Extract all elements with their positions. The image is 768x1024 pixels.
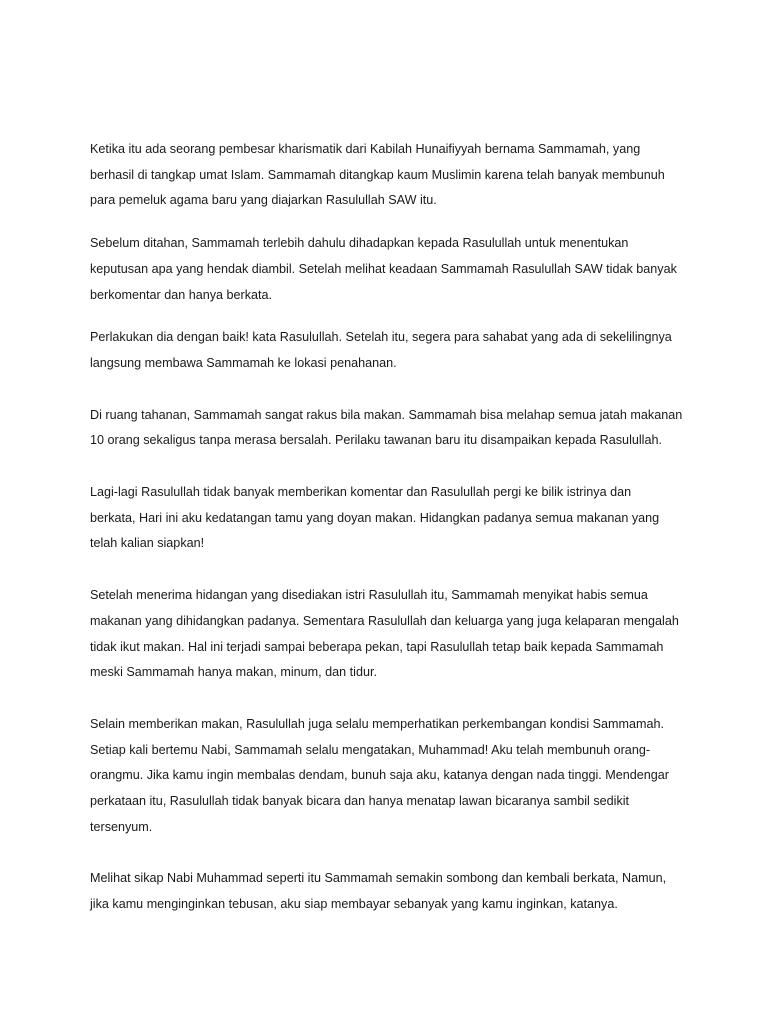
text-line: Ketika itu ada seorang pembesar kharismatik dari Kabilah Hunaifiyyah bernama Sammamah, yang xyxy=(90,142,641,156)
paragraph-spacer xyxy=(90,308,690,325)
text-line: para pemeluk agama baru yang diajarkan Rasulullah SAW itu. xyxy=(90,193,437,208)
paragraph-3 xyxy=(90,325,690,376)
text-line: berhasil di tangkap umat Islam. Sammamah ditangkap kaum Muslimin karena telah banyak membunuh xyxy=(90,167,665,182)
text-line: Melihat sikap Nabi Muhammad seperti itu Sammamah semakin sombong dan kembali berkata, Namun, xyxy=(90,871,667,886)
paragraph-spacer xyxy=(90,557,690,583)
paragraph-8 xyxy=(90,866,690,917)
text-line: 10 orang sekaligus tanpa merasa bersalah. Perilaku tawanan baru itu disampaikan kepada Rasulullah. xyxy=(90,433,662,448)
paragraph-7 xyxy=(90,712,690,841)
document-body xyxy=(90,137,690,918)
paragraph-1 xyxy=(90,137,690,214)
text-line: keputusan apa yang hendak diambil. Setelah melihat keadaan Sammamah Rasulullah SAW tidak banyak xyxy=(90,261,677,276)
text-line: Setiap kali bertemu Nabi, Sammamah selalu mengatakan, Muhammad! Aku telah membunuh orang- xyxy=(90,742,651,757)
paragraph-spacer xyxy=(90,377,690,403)
paragraph-spacer xyxy=(90,454,690,480)
text-line: jika kamu menginginkan tebusan, aku siap membayar sebanyak yang kamu inginkan, katanya. xyxy=(90,897,618,912)
paragraph-spacer xyxy=(90,214,690,231)
text-line: tidak ikut makan. Hal ini terjadi sampai beberapa pekan, tapi Rasulullah tetap baik kepada Sammamah xyxy=(90,639,664,654)
paragraph-6 xyxy=(90,583,690,686)
text-line: telah kalian siapkan! xyxy=(90,536,205,551)
paragraph-spacer xyxy=(90,840,690,866)
text-line: Setelah menerima hidangan yang disediakan istri Rasulullah itu, Sammamah menyikat habis semua xyxy=(90,588,648,603)
text-line: Perlakukan dia dengan baik! kata Rasulullah. Setelah itu, segera para sahabat yang ada di sekelilingnya xyxy=(90,330,672,345)
text-line: perkataan itu, Rasulullah tidak banyak bicara dan hanya menatap lawan bicaranya sambil sedikit xyxy=(90,794,630,809)
text-line: Di ruang tahanan, Sammamah sangat rakus bila makan. Sammamah bisa melahap semua jatah makanan xyxy=(90,407,683,422)
text-line: berkomentar dan hanya berkata. xyxy=(90,287,273,302)
text-line: langsung membawa Sammamah ke lokasi penahanan. xyxy=(90,355,397,370)
text-line: orangmu. Jika kamu ingin membalas dendam, bunuh saja aku, katanya dengan nada tinggi. Mendengar xyxy=(90,768,669,783)
text-line: berkata, Hari ini aku kedatangan tamu yang doyan makan. Hidangkan padanya semua makanan yang xyxy=(90,510,660,525)
paragraph-2 xyxy=(90,231,690,308)
text-line: meski Sammamah hanya makan, minum, dan tidur. xyxy=(90,665,377,680)
text-line: makanan yang dihidangkan padanya. Sementara Rasulullah dan keluarga yang juga kelaparan mengalah xyxy=(90,613,679,628)
text-line: tersenyum. xyxy=(90,819,153,834)
paragraph-spacer xyxy=(90,686,690,712)
paragraph-4 xyxy=(90,403,690,454)
text-line: Lagi-lagi Rasulullah tidak banyak memberikan komentar dan Rasulullah pergi ke bilik istrinya dan xyxy=(90,485,632,500)
text-line: Selain memberikan makan, Rasulullah juga selalu memperhatikan perkembangan kondisi Sammamah. xyxy=(90,716,665,731)
text-line: Sebelum ditahan, Sammamah terlebih dahulu dihadapkan kepada Rasulullah untuk menentukan xyxy=(90,236,629,251)
paragraph-5 xyxy=(90,480,690,557)
